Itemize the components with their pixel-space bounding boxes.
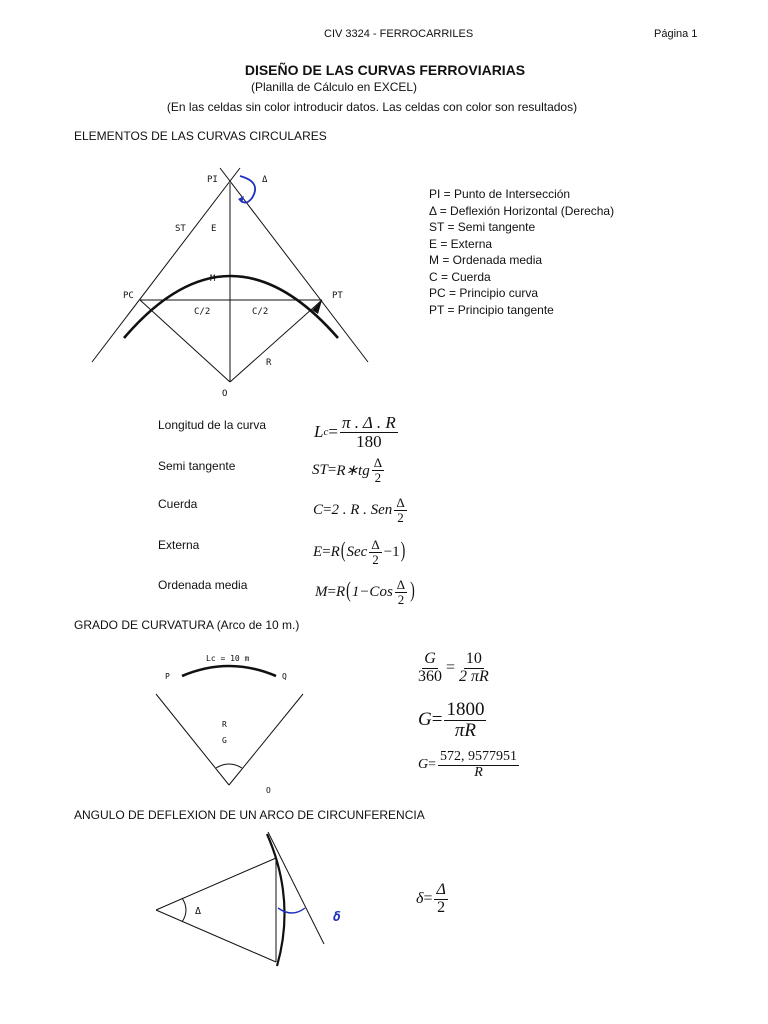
legend-item: PI = Punto de Intersección (429, 187, 571, 201)
label-radius: R (266, 358, 272, 368)
section-deflection-title: ANGULO DE DEFLEXION DE UN ARCO DE CIRCUNFERENCIA (74, 808, 425, 822)
label-chord: Cuerda (158, 497, 198, 511)
header-course: CIV 3324 - FERROCARRILES (324, 28, 474, 40)
small-delta-arc (278, 908, 305, 913)
label-delta-angle: Δ (195, 906, 202, 917)
label-middle-ordinate: Ordenada media (158, 578, 248, 592)
label-pt: PT (332, 291, 343, 301)
formula-middle-ordinate: M = R ( 1−Cos $\frac{\Delta}{2}$ ) (315, 577, 415, 607)
degree-of-curvature-diagram (150, 648, 310, 798)
formula-external: E = R ( Sec $\frac{\Delta}{2}$ −1 ) (313, 537, 406, 567)
label-pi: PI (207, 175, 218, 185)
label-r: R (222, 720, 227, 729)
label-g: G (222, 736, 227, 745)
formula-chord: C = 2 . R . Sen $\frac{\Delta}{2}$ (313, 495, 405, 525)
label-m: M (210, 274, 216, 284)
section-circular-curves-title: ELEMENTOS DE LAS CURVAS CIRCULARES (74, 129, 327, 143)
label-o: O (266, 786, 271, 795)
label-external: Externa (158, 538, 200, 552)
formula-degree: G = $\frac{1800}{\pi R}$ (418, 699, 485, 741)
legend-item: PT = Principio tangente (429, 302, 554, 317)
label-q: Q (282, 672, 287, 681)
label-pc: PC (123, 291, 134, 301)
label-curve-length: Longitud de la curva (158, 418, 267, 432)
document-title: DISEÑO DE LAS CURVAS FERROVIARIAS (244, 62, 526, 78)
subtitle-instructions: (En las celdas sin color introducir datos. Las celdas con color son resultados) (166, 100, 578, 114)
label-small-delta: δ (333, 910, 341, 925)
legend-item: E = Externa (429, 236, 493, 251)
formula-curve-length: L c = $\frac{\pi . \Delta . R}{180}$ (314, 413, 396, 451)
legend-item: ST = Semi tangente (429, 220, 536, 234)
label-half-chord-left: C/2 (194, 307, 211, 317)
label-center: O (222, 389, 228, 399)
label-semi-tangent: Semi tangente (158, 459, 236, 473)
legend-item: PC = Principio curva (429, 286, 539, 300)
label-st: ST (175, 224, 186, 234)
label-delta: Δ (262, 175, 268, 185)
section-degree-title: GRADO DE CURVATURA (Arco de 10 m.) (74, 618, 300, 632)
formula-degree-value: G = $\frac{572, 9577951}{R}$ (418, 749, 518, 780)
label-p: P (165, 672, 170, 681)
label-e: E (211, 224, 217, 234)
legend-item: Δ = Deflexión Horizontal (Derecha) (429, 203, 615, 218)
deflection-angle-diagram (150, 828, 350, 978)
circular-curve-diagram (80, 160, 400, 405)
legend-item: M = Ordenada media (429, 253, 543, 267)
formula-degree-ratio: $\frac{G}{360}$ = $\frac{10}{2 \pi R}$ (418, 650, 489, 685)
label-arc-length: Lc = 10 m (206, 654, 250, 663)
page-number: Página 1 (654, 28, 698, 40)
legend-list (429, 186, 614, 318)
formula-semi-tangent: ST = R∗tg $\frac{\Delta}{2}$ (312, 455, 383, 485)
formula-deflection: δ = $\frac{\Delta}{2}$ (416, 881, 446, 916)
label-half-chord-right: C/2 (252, 307, 269, 317)
legend-item: C = Cuerda (429, 269, 491, 284)
subtitle-excel: (Planilla de Cálculo en EXCEL) (250, 80, 418, 94)
